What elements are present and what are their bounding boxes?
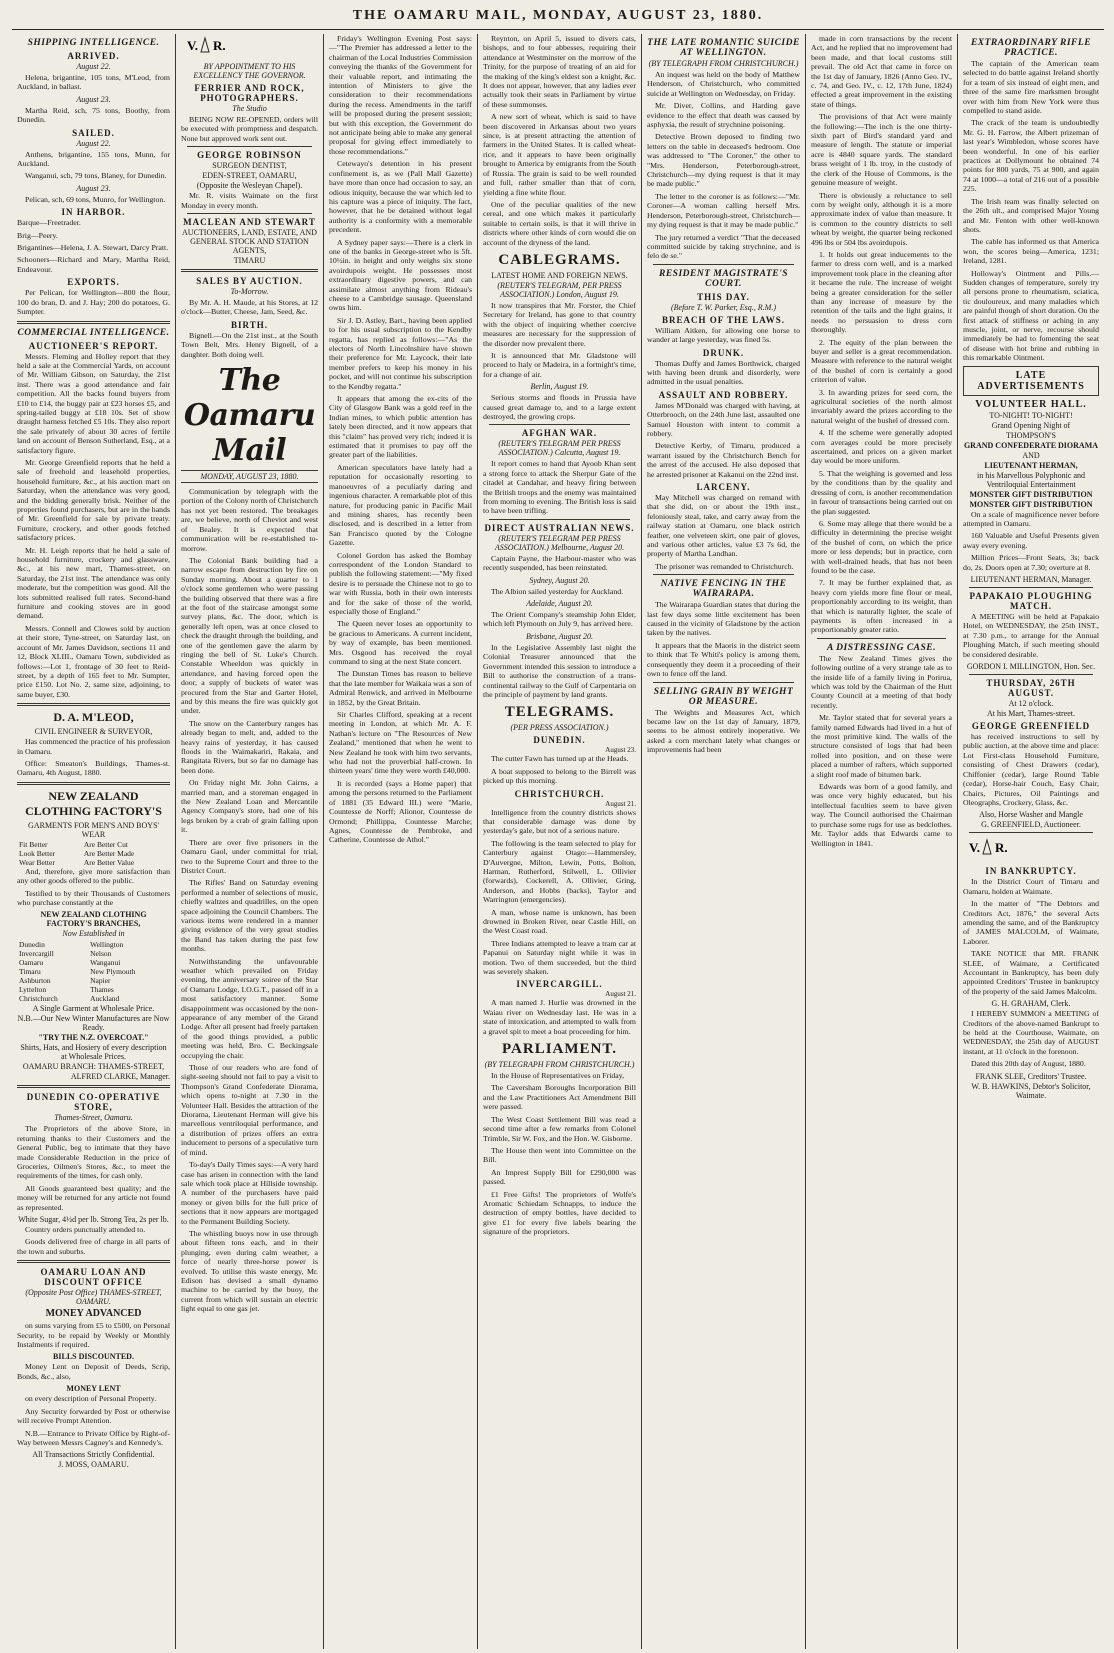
maclean-heading: MACLEAN AND STEWART xyxy=(183,217,316,228)
article-paragraph: It appears that the Maoris in the district seem to think that Te Whiti's policy is among them, consequently they deem it a proceeding of their own to fence off the land. xyxy=(647,640,800,679)
auctioneer-heading: AUCTIONEER'S REPORT. xyxy=(28,340,159,351)
ad-text: A MEETING will be held at Papakaio Hotel, on WEDNESDAY, the 25th INST., at 7.30 p.m., to arrange for the Annual Ploughing Match, if such meeting should be considered desirable. xyxy=(963,612,1099,659)
article-paragraph: It report comes to hand that Ayoob Khan sent a strong force to attack the Sherpur Gate of the citadel at Candahar, and heavy firing between the British troops and the enemy was maintained from morning to evening. The British loss is said to have been trifling. xyxy=(483,459,636,516)
article-paragraph: A man, whose name is unknown, has been drowned in Broken River, near Castle Hill, on the West Coast road. xyxy=(483,907,636,936)
harbor-item: Brig—Peery. xyxy=(17,230,58,240)
column-7 xyxy=(958,34,1104,1649)
court-case-heading: DRUNK. xyxy=(702,347,745,358)
ad-text: Grand Opening Night of xyxy=(991,420,1071,430)
ferrier-heading: FERRIER AND ROCK, PHOTOGRAPHERS. xyxy=(194,83,305,103)
harbor-item: Schooners—Richard and Mary, Martha Reid, Endeavour. xyxy=(17,255,170,274)
article-paragraph: A boat supposed to belong to the Birrell was picked up this morning. xyxy=(483,766,636,786)
ad-heading: LIEUTENANT HERMAN, xyxy=(984,460,1078,470)
dateline: Berlin, August 19. xyxy=(530,382,589,392)
article-paragraph: The following is the team selected to play for Canterbury against Otago:—Hammersley, D'Auvergne, Milton, Lewin, Potts, Bolton, Harman, Rutherford, Stilwell, L. Ollivier (forwards), Cockerell, A. Ollivier, Gring, Anderson, and Hobbs (backs), Taylor and Warrington (emergencies). xyxy=(483,838,636,905)
column-6 xyxy=(806,34,958,1649)
divider xyxy=(817,638,946,639)
sailed-item: Anthens, brigantine, 155 tons, Munn, for Auckland. xyxy=(17,149,170,169)
article-paragraph: Mr. George Greenfield reports that he held a sale of freehold and leasehold properties, household furniture, &c., at his auction mart on Saturday, when the attendance was very good, and the bidding generally brisk. Neither of the properties found purchasers, but are in the hands of Mr. Greenfield for sale by private treaty. Furniture, crockery, and other goods fetched satisfactory prices. xyxy=(17,457,170,543)
ad-signature: ALFRED CLARKE, Manager. xyxy=(70,1072,170,1082)
distressing-case-heading: A DISTRESSING CASE. xyxy=(826,642,937,653)
coop-heading: DUNEDIN CO-OPERATIVE STORE, xyxy=(26,1092,161,1113)
dateline: Brisbane, August 20. xyxy=(526,631,593,641)
rifle-heading: EXTRAORDINARY RIFLE PRACTICE. xyxy=(970,38,1092,58)
article-paragraph: A man named J. Hurlie was drowned in the Waiau river on Wednesday last. He was in a state of intoxication, and attempted to walk from a gravel spit to meet a boat proceeding for him. xyxy=(483,998,636,1036)
commercial-heading: COMMERCIAL INTELLIGENCE. xyxy=(17,327,170,338)
ad-heading: BILLS DISCOUNTED. xyxy=(53,1352,134,1362)
court-sub: THIS DAY. xyxy=(697,291,750,302)
article-paragraph: An inquest was held on the body of Matthew Henderson, of Christchurch, who committed suicide at Wellington on Wednesday, on Friday. xyxy=(647,70,800,98)
article-paragraph: One of the peculiar qualities of the new cereal, and one which makes it particularly suitable to certain soils, is that it will thrive in districts where other kinds of corn would die on account of the dryness of the land. xyxy=(483,199,636,247)
town-cell: Ashburton xyxy=(19,976,51,986)
article-paragraph: The prisoner was remanded to Christchurch. xyxy=(655,561,794,571)
dateline: Sydney, August 20. xyxy=(529,575,590,585)
ad-text: has received instructions to sell by public auction, at the above time and place: Lot First-class Household Furniture, consisting of Chest Drawers (cedar), Chiffonier (cedar), large Round Table (cedar), Horse-hair Couch, Easy Chair, Chairs, Pictures, Oil Paintings and Oleographs, Crockery, Glass, &c. xyxy=(963,732,1099,807)
ad-text: All Transactions Strictly Confidential. xyxy=(32,1450,155,1460)
article-paragraph: 5. That the weighing is governed and less by the conditions than by the quality and dressing of corn, is another recommendation in favour of transactions being carried out on the plan suggested. xyxy=(811,468,952,516)
ad-text: On a scale of magnificence never before attempted in Oamaru. xyxy=(963,509,1099,528)
ad-text: Mr. R. visits Waimate on the first Monday in every month. xyxy=(181,191,318,210)
divider xyxy=(187,213,312,214)
cablegrams-heading: CABLEGRAMS. xyxy=(498,251,621,268)
maclean-town: TIMARU xyxy=(233,256,266,266)
ad-text: Also, Horse Washer and Mangle xyxy=(979,810,1083,820)
ad-text: Testified to by their Thousands of Customers who purchase constantly at the xyxy=(17,888,170,907)
ad-text: TO-NIGHT! TO-NIGHT! xyxy=(989,410,1073,420)
ad-signature: LIEUTENANT HERMAN, Manager. xyxy=(970,575,1092,585)
sailed-item: Pelican, sch, 69 tons, Munro, for Wellington. xyxy=(25,194,166,204)
article-paragraph: The Irish team was finally selected on the 26th ult., and comprised Major Young and Mr. Fenton with other well-known shots. xyxy=(963,196,1099,234)
article-paragraph: Mr. Taylor stated that for several years a family named Edwards had lived in a hut of the most primitive kind. The walls of the structure consisted of logs that had been rolled into position, and on these were placed a number of rafters, which supported a slight roof made of bitumen bark. xyxy=(811,713,952,779)
suicide-heading: THE LATE ROMANTIC SUICIDE AT WELLINGTON. xyxy=(647,38,800,58)
suicide-agency: (BY TELEGRAPH FROM CHRISTCHURCH.) xyxy=(648,59,799,68)
column-3 xyxy=(324,34,478,1649)
christchurch-heading: CHRISTCHURCH. xyxy=(514,788,605,799)
article-paragraph: Three Indians attempted to leave a tram car at Papanui on Saturday night while it was in motion. Two of them succeeded, but the third was severely shaken. xyxy=(483,938,636,977)
sailed-date: August 23. xyxy=(76,183,111,193)
article-paragraph: Mr. H. Leigh reports that he held a sale of household furniture, crockery and glassware, &c., at his new mart, Thames-street, on Saturday, the 21st inst. The attendance was only moderate, but the competition was good. All the lots submitted realised full rates. Second-hand furniture and cooking stoves are in good demand. xyxy=(17,545,170,621)
masthead xyxy=(12,6,1104,30)
article-paragraph: James M'Donald was charged with having, at Otterbrooch, on the 24th June last, assaulted one Samuel Houston with intent to commit a robbery. xyxy=(647,400,800,438)
telegrams-heading: TELEGRAMS. xyxy=(504,704,615,721)
arrived-item: Martha Reid, sch, 75 tons, Boothy, from Dunedin. xyxy=(17,105,170,125)
exports-heading: EXPORTS. xyxy=(67,277,120,288)
article-paragraph: The jury returned a verdict "That the deceased committed suicide by taking strychnine, and is felo de se." xyxy=(647,232,800,261)
ad-heading: NEW ZEALAND CLOTHING FACTORY'S BRANCHES, xyxy=(40,910,147,929)
sailed-date: August 22. xyxy=(76,138,111,148)
town-cell: Napier xyxy=(90,976,111,986)
direct-agency: (REUTER'S TELEGRAM PER PRESS ASSOCIATION.) Melbourne, August 20. xyxy=(494,533,625,552)
ad-text: Money Lent on Deposit of Deeds, Scrip, Bonds, &c., also, xyxy=(17,1362,170,1381)
divider xyxy=(653,574,794,575)
article-paragraph: To-day's Daily Times says:—A very hard case has arisen in connection with the land sale which took place at Hillside township. A number of the purchasers have paid money or given bills for the full price of sections that it now appears are mortgaged to the Permanent Building Society. xyxy=(181,1160,318,1226)
ferrier-sub: The Studio xyxy=(232,104,267,113)
article-paragraph: The Queen never loses an opportunity to be gracious to Americans. A current incident, by way of example, has been mentioned. Mrs. Osgood has received the royal command to sing at the next State concert. xyxy=(329,619,472,666)
article-paragraph: The cutter Fawn has turned up at the Heads. xyxy=(491,754,629,764)
ad-text: Goods delivered free of charge in all parts of the town and suburbs. xyxy=(17,1237,170,1256)
article-paragraph: Thomas Duffy and James Borthwick, charged with having been drunk and disorderly, were admitted in the usual penalties. xyxy=(647,358,800,387)
ad-signature: J. MOSS, OAMARU. xyxy=(58,1460,129,1470)
exports-item: Per Pelican, for Wellington—800 the flour, 100 do bran, D. and J. Hay; 200 do potatoes, G. Sumpter. xyxy=(17,288,170,317)
article-paragraph: In the Legislative Assembly last night the Colonial Treasurer announced that the Government intended this session to introduce a Bill to authorise the construction of a trans-continental railway to the Gulf of Carpentaria on the principle of payment by land grants. xyxy=(483,642,636,699)
ad-text: TAKE NOTICE that MR. FRANK SLEE, of Waimate, a Certificated Accountant in Bankruptcy, has been duly appointed Creditors' Trustee in bankruptcy of the property of the said James Malcolm. xyxy=(963,949,1099,996)
sales-heading: SALES BY AUCTION. xyxy=(196,276,303,287)
article-paragraph: Detective Kerby, of Timaru, produced a warrant issued by the Christchurch Bench for the arrest of the accused. He also deposed that he arrested prisoner at Kakanui on the 22nd inst. xyxy=(647,441,800,479)
ad-text: EDEN-STREET, OAMARU, xyxy=(202,171,297,181)
article-paragraph: Notwithstanding the unfavourable weather which prevailed on Friday evening, the anniversary soiree of the Star of Oamaru Lodge, I.O.G.T., passed off in a most satisfactory manner. Some disappointment was occasioned by the non-appearance of any member of the Grand Lodge. After all present had freely partaken of the good things provided, a public meeting was held, Bro. C. Beckingsale occupying the chair. xyxy=(181,956,318,1060)
divider xyxy=(181,269,318,272)
town-cell: New Plymouth xyxy=(90,967,136,977)
article-paragraph: Captain Payne, the Harbour-master who was recently suspended, has been reinstated. xyxy=(483,553,636,573)
ploughing-heading: PAPAKAIO PLOUGHING MATCH. xyxy=(969,591,1093,612)
mleod-name: D. A. M'LEOD, xyxy=(53,710,134,725)
article-paragraph: There is obviously a reluctance to sell corn by weight only, although it is a more approximate index of value than measure. It is common to the country districts to sell wheat by weight, the quarter being reckoned 496 lbs or 504 lbs avoirdupois. xyxy=(811,190,952,247)
ad-text: Office: Smeaton's Buildings, Thames-st. Oamaru, 4th August, 1880. xyxy=(17,758,170,778)
ad-text: All Goods guaranteed best quality; and the money will be returned for any article not found as represented. xyxy=(17,1183,170,1212)
article-paragraph: 7. It may be further explained that, as heavy corn yields more fine flour or meal, proportionably according to its weight, than that which is naturally lighter, the scale of payments is often increased in a proportionably greater ratio. xyxy=(811,578,952,635)
coop-sub: Thames-Street, Oamaru. xyxy=(54,1113,133,1123)
direct-heading: DIRECT AUSTRALIAN NEWS. xyxy=(484,522,635,533)
ad-text: on every description of Personal Property. xyxy=(25,1394,157,1404)
ad-text: In the matter of "The Debtors and Creditors Act, 1876," the several Acts amending the same, and of the Bankruptcy of JAMES MALCOLM, of Waimate, Laborer. xyxy=(963,899,1099,946)
ad-sub: Now Established in xyxy=(62,929,125,939)
ad-signature: G. GREENFIELD, Auctioneer. xyxy=(981,820,1081,830)
svg-text:R.: R. xyxy=(995,840,1008,856)
column-1 xyxy=(12,34,176,1649)
ad-text: OAMARU BRANCH: THAMES-STREET, xyxy=(22,1062,165,1072)
town-cell: Timaru xyxy=(19,967,41,977)
court-case-heading: ASSAULT AND ROBBERY. xyxy=(658,389,789,400)
article-paragraph: The Colonial Bank building had a narrow escape from destruction by fire on Sunday morning. About a quarter to 1 o'clock some gentlemen who were passing the building observed that there was a fire at the foot of the staircase amongst some survey plans, &c. The door, which is generally left open, was at once closed to check the draught through the building, and one of the gentlemen gave the alarm by ringing the bell of St. Luke's Church. Constable Wheeldon was quickly in attendance, and having forced open the door, a supply of buckets of water was procured from the Star and Garter Hotel, and by this means the fire was quickly got under. xyxy=(181,555,318,716)
ad-text: 160 Valuable and Useful Presents given away every evening. xyxy=(963,531,1099,550)
article-paragraph: The Dunstan Times has reason to believe that the late member for Waikaia was a son of Admiral Renwick, and arrived in Melbourne in 1852, by the Great Britain. xyxy=(329,669,472,707)
article-paragraph: Serious storms and floods in Prussia have caused great damage to, and to a large extent destroyed, the growing crops. xyxy=(483,393,636,421)
ad-text: Dated this 20th day of August, 1880. xyxy=(971,1059,1086,1069)
town-cell: Nelson xyxy=(90,949,112,959)
divider xyxy=(17,321,170,324)
column-2 xyxy=(176,34,324,1649)
cablegrams-sub: LATEST HOME AND FOREIGN NEWS. xyxy=(491,270,628,280)
article-paragraph: The letter to the coroner is as follows:—"Mr. Coroner—A woman calling herself Mrs. Henderson, Peterborough-street, Christchurch—my dying request is that it may be made public." xyxy=(647,191,800,230)
ad-text: In the District Court of Timaru and Oamaru, holden at Waimate. xyxy=(963,877,1099,896)
dateline: August 21. xyxy=(605,799,636,808)
town-cell: Christchurch xyxy=(19,994,58,1004)
article-paragraph: On Friday night Mr. John Cairns, a married man, and a storeman engaged in the New Zealand Loan and Mercantile Agency Company's store, had one of his legs broken by a crab of grain falling upon it. xyxy=(181,778,318,835)
ad-signature: G. H. GRAHAM, Clerk. xyxy=(991,999,1071,1009)
article-paragraph: A new sort of wheat, which is said to have been discovered in Arkansas about two years since, is at present attracting the attention of farmers in the United States. It is called wheat-rice, and it appears to have been originally brought to America by emigrants from the South of Russia. The grain is said to be well rounded and full, rather smaller than that of corn, yielding a fine white flour. xyxy=(483,112,636,197)
court-heading: RESIDENT MAGISTRATE'S COURT. xyxy=(658,268,789,289)
table-cell: Fit Better xyxy=(19,839,48,849)
shipping-heading: SHIPPING INTELLIGENCE. xyxy=(27,38,160,48)
article-paragraph: 3. In awarding prizes for seed corn, the agricultural societies of the north almost invariably award the prizes according to the natural weight of the bushel of dressed corn. xyxy=(811,387,952,425)
nz-towns-table xyxy=(17,940,170,1003)
arrived-date: August 22. xyxy=(76,62,111,71)
masthead-title: THE OAMARU MAIL, MONDAY, AUGUST 23, 1880. xyxy=(352,8,764,23)
divider xyxy=(17,1085,170,1088)
birth-heading: BIRTH. xyxy=(231,319,268,330)
ad-text: BEING NOW RE-OPENED, orders will be executed with promptness and despatch. None but approved work sent out. xyxy=(181,115,318,143)
nz-clothing-table xyxy=(17,840,170,867)
court-case-heading: BREACH OF THE LAWS. xyxy=(661,314,786,325)
table-cell: Look Better xyxy=(19,848,56,858)
divider xyxy=(489,424,630,425)
divider xyxy=(969,674,1093,675)
court-case-heading: LARCENY. xyxy=(696,482,751,492)
court-before: (Before T. W. Parker, Esq., R.M.) xyxy=(670,302,777,312)
divider xyxy=(653,264,794,265)
native-fencing-heading: NATIVE FENCING IN THE WAIRARAPA. xyxy=(660,579,787,600)
ad-heading: MONEY LENT xyxy=(66,1384,121,1394)
article-paragraph: Friday's Wellington Evening Post says:—"The Premier has addressed a letter to the chairman of the Local Industries Commission conveying the thanks of the Government for their valuable report, and intimating the intention of Ministers to give the consideration to their recommendations during the recess. Amendments in the tariff will be proposed during the present session; but with this exception, the Government do not anticipate being able to make any general proposal for giving effect immediately to those recommendations." xyxy=(329,34,472,156)
telegrams-agency: (PER PRESS ASSOCIATION.) xyxy=(510,723,609,733)
ad-text: (Opposite the Wesleyan Chapel). xyxy=(196,181,303,191)
ad-text: N.B.—Our New Winter Manufactures are Now Ready. xyxy=(17,1014,170,1033)
article-paragraph: The captain of the American team selected to do battle against Ireland shortly for a team of six instead of eight men, and three of the same fire marksmen brought over with him from New York were thus compelled to stand aside. xyxy=(963,59,1099,116)
arrived-heading: ARRIVED. xyxy=(67,51,120,61)
article-paragraph: Sir J. D. Astley, Bart., having been applied to for his usual subscription to the Kendby regatta, has replied as follows:—"As the electors of North Lincolnshire have shown their preference for Mr. Laycock, their late member prefers to keep his money in his pocket, and will not continue his subscription to the Kendby regatta." xyxy=(329,315,472,391)
loan-big: MONEY ADVANCED xyxy=(45,1308,142,1320)
cablegrams-agency: (REUTER'S TELEGRAM, PER PRESS ASSOCIATION.) London, August 19. xyxy=(497,280,622,299)
ad-text: THOMPSON'S xyxy=(1006,430,1056,440)
article-paragraph: The Orient Company's steamship John Elder, which left Plymouth on July 9, has arrived here. xyxy=(483,610,636,629)
ad-text: Has commenced the practice of his profession in Oamaru. xyxy=(17,737,170,756)
article-paragraph: The Albion sailed yesterday for Auckland. xyxy=(491,586,624,596)
robinson-sub: SURGEON DENTIST, xyxy=(212,161,287,171)
svg-text:V.: V. xyxy=(187,38,198,53)
harbor-heading: IN HARBOR. xyxy=(61,207,126,218)
article-paragraph: It is announced that Mr. Gladstone will proceed to Italy or Madeira, in a fortnight's time, for a change of air. xyxy=(483,350,636,379)
ad-text: The Proprietors of the above Store, in returning thanks to their Customers and the General Public, beg to intimate that they have made Considerable Reduction in the price of Groceries, Oilmen's Stores, &c., to meet the requirements of the times, for cash only. xyxy=(17,1124,170,1181)
article-paragraph: Mr. Diver, Collins, and Harding gave evidence to the effect that death was caused by asphyxia, the result of strychnine poisoning. xyxy=(647,101,800,130)
article-paragraph: Colonel Gordon has asked the Bombay correspondent of the London Standard to publish the following statement:—"My fixed desire is to persuade the Chinese not to go to war with Russia, both in their own interests and for the sake of those of the world, especially those of England." xyxy=(329,550,472,616)
article-paragraph: Reynton, on April 5, issued to divers cats, bishops, and to four abbesses, requiring their attendance at Westminster on the morrow of the Trinity, for the purpose of treating of an aid for the making of the king's eldest son a knight, &c. It does not appear, however, that any ladies ever actually took their seats in Parliament by virtue of these summonses. xyxy=(483,34,636,109)
article-paragraph: The Caversham Boroughs Incorporation Bill and the Law Practitioners Act Amendment Bill were passed. xyxy=(483,1083,636,1112)
ad-signature: W. B. HAWKINS, Debtor's Solicitor, Waimate. xyxy=(971,1081,1091,1100)
ad-text: on sums varying from £5 to £500, on Personal Security, to be repaid by Weekly or Monthly Instalments if required. xyxy=(17,1321,170,1350)
newspaper-title: The Oamaru Mail xyxy=(183,363,316,469)
article-paragraph: The Rifles' Band on Saturday evening performed a number of selections of music, chiefly waltzes and quadrilles, on the open space adjoining the Council Chambers. The various items were rendered in a manner giving evidence of the very great studies the Band has taken during the past few months. xyxy=(181,878,318,954)
article-paragraph: The crack of the team is undoubtedly Mr. G. H. Farrow, the Albert prizeman of last year's Wimbledon, whose scores have been wonderful. In one of his earlier practices at Dollymount he obtained 74 points for 800 yards, 75 at 900, and again 74 at 1000—a total of 216 out of a possible 225. xyxy=(963,118,1099,194)
ad-text: At his Mart, Thames-street. xyxy=(986,709,1076,719)
svg-text:R.: R. xyxy=(213,38,226,53)
article-paragraph: Cetewayo's detention in his present confinement is, as we (Pall Mall Gazette) have more than once had occasion to say, an odious iniquity, because the war which led to his capture was a piece of iniquity. The fact, however, that he be detained without legal authority is a conformity with a memorable precedent. xyxy=(329,159,472,235)
ad-signature: FRANK SLEE, Creditors' Trustee. xyxy=(975,1071,1087,1081)
divider xyxy=(17,703,170,706)
bankruptcy-heading: IN BANKRUPTCY. xyxy=(985,866,1077,877)
ad-text: White Sugar, 4½d per lb. Strong Tea, 2s per lb. xyxy=(18,1215,169,1225)
selling-grain-heading: SELLING GRAIN BY WEIGHT OR MEASURE. xyxy=(653,686,794,707)
town-cell: Wellington xyxy=(90,940,124,950)
article-paragraph: 1. It holds out great inducements to the farmer to dress corn well, and is a marked improvement took place in the cleaning after it became the rule. The increase of weight being a greater consideration for the seller than any increase of measure by the retention of the tails and the light grains, it needs no persuasion to dress corn thoroughly. xyxy=(811,249,952,335)
town-cell: Wanganui xyxy=(90,958,121,968)
sailed-item: Wanganui, sch, 79 tons, Blaney, for Dunedin. xyxy=(25,171,167,181)
afghan-heading: AFGHAN WAR. xyxy=(521,428,598,439)
volunteer-hall-heading: VOLUNTEER HALL. xyxy=(975,398,1087,410)
article-paragraph: The New Zealand Times gives the following outline of a very strange tale as to the inside life of a family living in Porirua, which was told by the Chairman of the Hutt County Council at a meeting of that body recently. xyxy=(811,653,952,710)
article-paragraph: It is recorded (says a Home paper) that among the persons returned to the Parliament of 1881 (35 Edward III.) were "Marie, Countesse de Norff; Alionor, Countesse de Ormond; Phillippa, Countesse Marche; Agnes, Countesse de Pembroke, and Catherine, Countesse de Athol." xyxy=(329,778,472,845)
sailed-heading: SAILED. xyxy=(72,127,115,138)
sales-text: By Mr. A. H. Maude, at his Stores, at 12 o'clock—Butter, Cheese, Jam, Seed, &c. xyxy=(181,298,318,317)
late-ads-banner xyxy=(963,366,1099,396)
invercargill-heading: INVERCARGILL. xyxy=(516,979,603,990)
article-paragraph: The cable has informed us that America won, the scores being—America, 1231; Ireland, 1281. xyxy=(963,237,1099,266)
table-cell: Are Better Made xyxy=(83,848,135,858)
article-paragraph: There are over five prisoners in the Oamaru Gaol, under committal for trial, two to the Supreme Court and three to the District Court. xyxy=(181,837,318,875)
harbor-item: Barque—Freetrader. xyxy=(17,218,81,228)
article-paragraph: Those of our readers who are fond of sight-seeing should not fail to pay a visit to Thompson's Grand Confederate Diorama, which opens to-night at 7.30 in the Volunteer Hall. Besides the attraction of the Diorama, Lieutenant Herman will give his marvellous ventriloquial performance, and a distribution of prizes offers an extra inducement to persons of a speculative turn of mind. xyxy=(181,1063,318,1157)
article-paragraph: It now transpires that Mr. Forster, the Chief Secretary for Ireland, has gone to that country with the object of inquiring whether coercive measures are necessary for the suppression of the disorder now prevalent there. xyxy=(483,300,636,348)
divider xyxy=(969,587,1093,588)
robinson-heading: GEORGE ROBINSON xyxy=(197,150,302,161)
dunedin-heading: DUNEDIN. xyxy=(533,735,586,746)
dateline: August 21. xyxy=(605,990,636,999)
article-paragraph: An Imprest Supply Bill for £290,000 was passed. xyxy=(483,1167,636,1187)
late-ads-heading: LATE ADVERTISEMENTS xyxy=(977,369,1085,392)
article-paragraph: Detective Brown deposed to finding two letters on the table in deceased's bedroom. One was addressed to "The Coroner," the other to "Mrs. Henderson, Peterborough-street, Christchurch—my dying request is that it may be made public." xyxy=(647,132,800,189)
ad-text: AND xyxy=(1022,450,1040,460)
mleod-title: CIVIL ENGINEER & SURVEYOR, xyxy=(34,727,153,737)
royal-crest-icon xyxy=(181,34,229,56)
ad-text: A Single Garment at Wholesale Price. xyxy=(32,1004,155,1014)
divider xyxy=(17,782,170,785)
article-paragraph: Messrs. Connell and Clowes sold by auction at their store, Tyne-street, on Saturday last, on account of Mr. James Davidson, sections 11 and 12, Block XLIII., Oamaru Town, subdivided as follows:—Lot 1, frontage of 30 feet to Reid-street, by a depth of 165 feet to Mr. Sumpter, price £150. Lot No. 2, same size, adjoining, to same buyer, £30. xyxy=(17,623,170,699)
svg-text:V.: V. xyxy=(969,840,980,856)
town-cell: Auckland xyxy=(90,994,120,1004)
table-cell: Are Better Value xyxy=(83,857,135,867)
divider xyxy=(187,146,312,147)
harbor-item: Brigantines—Helena, J. A. Stewart, Darcy Pratt. xyxy=(17,243,169,253)
article-paragraph: A Sydney paper says:—There is a clerk in one of the banks in George-street who is 5ft. 10½in. in height and only weighs six stone avoirdupois weight. He possesses most extraordinary digestive powers, and can assimilate almost anything from Rideau's cheese to a Cambridge sausage. Queensland owns him. xyxy=(329,237,472,313)
ad-slogan: "TRY THE N.Z. OVERCOAT." xyxy=(38,1033,149,1043)
ad-text: And, therefore, give more satisfaction than any other goods offered to the public. xyxy=(17,866,170,886)
royal-crest-icon xyxy=(963,836,1011,858)
ad-text: Million Prices—Front Seats, 3s; back do, 2s. Doors open at 7.30; overture at 8. xyxy=(963,553,1099,572)
article-paragraph: 4. If the scheme were generally adopted corn averages could be more precisely ascertained, and prices on a given market day would be more uniform. xyxy=(811,428,952,466)
nz-clothing-sub: GARMENTS FOR MEN'S AND BOYS' WEAR xyxy=(28,820,159,839)
article-paragraph: 6. Some may allege that there would be a difficulty in determining the precise weight of the bushel of corn, on which the price more or less depends; but in practice, corn with well-drained heads, that has not been found to be the case. xyxy=(811,518,952,575)
dateline: August 23. xyxy=(605,746,636,755)
arrived-item: Helena, brigantine, 105 tons, M'Leod, from Auckland, in ballast. xyxy=(17,73,170,92)
parliament-agency: (BY TELEGRAPH FROM CHRISTCHURCH.) xyxy=(484,1060,635,1070)
article-paragraph: The West Coast Settlement Bill was read a second time after a few remarks from Colonel Trimble, Sir W. Fox, and the Hon. W. Gisborne. xyxy=(483,1114,636,1143)
dateline: Adelaide, August 20. xyxy=(526,599,593,609)
town-cell: Thames xyxy=(90,985,114,995)
parliament-heading: PARLIAMENT. xyxy=(501,1041,618,1058)
sales-sub: To-Morrow. xyxy=(230,287,269,297)
article-paragraph: Sir Charles Clifford, speaking at a recent meeting in London, at which Mr. A. F. Nathan's lecture on "The Resources of New Zealand," mentioned that when he went to New Zealand he took with him two servants, who had not the proverbial half-crown. In thirteen years' time they were worth £40,000. xyxy=(329,710,472,776)
town-cell: Dunedin xyxy=(19,940,45,950)
article-paragraph: It appears that among the ex-cits of the City of Glasgow Bank was a gold reef in the Indian mines, to which public attention has lately been directed, and it now appears that this "claim" has proved very rich; indeed it is estimated that it promises to pay off the greater part of the liabilities. xyxy=(329,394,472,460)
town-cell: Invercargill xyxy=(19,949,54,959)
article-paragraph: The House then went into Committee on the Bill. xyxy=(483,1145,636,1165)
column-5 xyxy=(642,34,806,1649)
table-cell: Are Better Cut xyxy=(83,839,129,849)
article-paragraph: The whistling buoys now in use through about fifteen tons each, and in their plunging, even during calm weather, a force of nearly three-horse power is evolved. To utilise this waste energy, Mr. Edison has devised a small dynamo machine to be carried by the buoy, the current from which will sustain an electric light equal to one gas jet. xyxy=(181,1228,318,1314)
maclean-sub: AUCTIONEERS, LAND, ESTATE, AND GENERAL STOCK AND STATION AGENTS, xyxy=(182,228,317,256)
article-paragraph: Edwards was born of a good family, and was once very highly educated, but his intellectual faculties seem to have given way. The Council authorised the Chairman to purchase some rugs for use as bedclothes. Mr. Taylor adds that Edwards came to Wellington in 1841. xyxy=(811,782,952,848)
article-paragraph: William Aitken, for allowing one horse to wander at large yesterday, was fined 5s. xyxy=(647,325,800,345)
thursday-heading: THURSDAY, 26TH AUGUST. xyxy=(986,678,1076,699)
columns xyxy=(12,34,1104,1649)
ad-text: in his Marvellous Polyphonic and Ventriloquial Entertainment xyxy=(977,470,1085,489)
ad-heading: MONSTER GIFT DISTRIBUTION xyxy=(969,499,1093,509)
ad-text: I HEREBY SUMMON a MEETING of Creditors of the above-named Bankrupt to be held at the Courthouse, Waimate, on WEDNESDAY, the 25th day of AUGUST instant, at 11 o'clock in the forenoon. xyxy=(963,1009,1099,1056)
article-paragraph: The Wairarapa Guardian states that during the last few days some little excitement has been caused in the vicinity of Gladstone by the action taken by the natives. xyxy=(647,600,800,638)
birth-text: Bignell.—On the 21st inst., at the South Town Belt, Mrs. Henry Bignell, of a daughter. Both doing well. xyxy=(181,330,318,359)
town-cell: Oamaru xyxy=(19,958,44,968)
loan-sub: (Opposite Post Office) THAMES-STREET, OAMARU. xyxy=(25,1288,162,1307)
article-paragraph: May Mitchell was charged on remand with that she did, on or about the 19th inst., feloniously steal, take, and carry away from the railway station at Oamaru, one black ostrich feather, one velveteen skirt, one pair of gloves, and various other articles, value £3 7s 6d, the property of Martha Landhan. xyxy=(647,493,800,559)
ad-text: Country orders punctually attended to. xyxy=(25,1225,146,1235)
ad-signature: GORDON I. MILLINGTON, Hon. Sec. xyxy=(966,662,1096,672)
table-cell: Wear Better xyxy=(19,857,55,867)
ad-text: £1 Free Gifts! The proprietors of Wolfe's Aromatic Schiedam Schnapps, to induce the destruction of empty bottles, have decided to give £1 for every five labels bearing the signature of the proprietors. xyxy=(483,1189,636,1237)
newspaper-date: MONDAY, AUGUST 23, 1880. xyxy=(181,470,318,483)
divider xyxy=(969,832,1093,833)
article-paragraph: Holloway's Ointment and Pills.—Sudden changes of temperature, sorely try all persons prone to rheumatism, sciatica, tic douloureux, and many maladies which are painful though of short duration. On the first attack of stiffness or aching in any muscle, joint, or nerve, recourse should immediately be had to fomenting the seat of disease with hot brine and rubbing in this remarkable Ointment. xyxy=(963,268,1099,363)
ad-text: Shirts, Hats, and Hosiery of every description at Wholesale Prices. xyxy=(20,1043,167,1062)
nz-clothing-heading: NEW ZEALAND CLOTHING FACTORY'S xyxy=(25,788,162,818)
article-paragraph: The provisions of that Act were mainly the following:—The inch is the one thirty-sixth part of Bird's standard yard and measure of length. The statute or imperial acre is 4840 square yards. The standard brass weight of 1 lb. troy, in the custody of the clerk of the House of Commons, is the genuine measure of weight. xyxy=(811,112,952,188)
article-paragraph: The snow on the Canterbury ranges has already began to melt, and, added to the heavy rains of yesterday, it has caused floods in the Waimakariri, Rakaia, and Rangitata Rivers, but so far no damage has been done. xyxy=(181,718,318,775)
ad-text: At 12 o'clock. xyxy=(1008,699,1054,709)
article-paragraph: The Weights and Measures Act, which became law on the 1st day of January, 1879, seems to be almost entirely inoperative. We asked a corn merchant lately what changes or improvements had been xyxy=(647,707,800,755)
loan-heading: OAMARU LOAN AND DISCOUNT OFFICE xyxy=(40,1267,147,1288)
ad-text: Any Security forwarded by Post or otherwise will receive Prompt Attention. xyxy=(17,1406,170,1426)
ad-heading: GRAND CONFEDERATE DIORAMA xyxy=(963,440,1099,450)
article-paragraph: Intelligence from the country districts shows that considerable damage was done by yesterday's gale, but not of a serious nature. xyxy=(483,807,636,836)
divider xyxy=(653,682,794,683)
article-paragraph: In the House of Representatives on Friday, xyxy=(491,1071,625,1081)
article-paragraph: made in corn transactions by the recent Act, and he replied that no improvement had been made, and that local customs still prevail. The old Act that came in force on the 1st day of January, 1826 (Anno Geo. IV., c. 74, and Geo. IV., c. 12, 17th June, 1824) effected a great improvement in the existing state of things. xyxy=(811,34,952,109)
article-paragraph: 2. The equity of the plan between the buyer and seller is a great recommendation. Measure with reference to the natural weight of the bushel of corn is certainly a good criterion of value. xyxy=(811,337,952,385)
divider xyxy=(17,1260,170,1263)
divider xyxy=(489,519,630,520)
greenfield-heading: GEORGE GREENFIELD xyxy=(971,721,1091,732)
ad-text: N.B.—Entrance to Private Office by Right-of-Way between Messrs Cagney's and Kennedy's. xyxy=(17,1428,170,1447)
article-paragraph: Communication by telegraph with the portion of the Colony north of Christchurch has not yet been restored. The breakages are, we believe, north of Cheviot and west of Bealey. It is expected that communication will be re-established to-morrow. xyxy=(181,487,318,553)
afghan-agency: (REUTER'S TELEGRAM PER PRESS ASSOCIATION.) Calcutta, August 19. xyxy=(498,439,621,458)
ad-heading: MONSTER GIFT DISTRIBUTION xyxy=(969,489,1093,499)
article-paragraph: American speculators have lately had a reputation for occasionally resorting to manoeuvres of a peculiarly daring and ingenious character. A remarkable plot of this nature, for producing panic in Pacific Mail and mining shares, has recently been disclosed, and is described in a letter from San Francisco quoted by the Cologne Gazette. xyxy=(329,462,472,548)
arrived-date: August 23. xyxy=(76,94,111,104)
town-cell: Lyttelton xyxy=(19,985,47,995)
column-4 xyxy=(478,34,642,1649)
appointment-text: BY APPOINTMENT TO HIS EXCELLENCY THE GOVERNOR. xyxy=(193,62,306,80)
article-paragraph: Messrs. Fleming and Holley report that they held a sale at the Commercial Yards, on account of Mr. William Gibson, on Saturday, the 21st inst. There was a good attendance and fair competition. All the backs found buyers from £10 to £14, the buggy pair at £23 horses £5, and spring-tailed buggy at £18 10s. Set of show draught harness fetched £5 10s. They also report the sale privately of about 30 acres of fertile land on account of Benson Sutherland, Esq., at a satisfactory figure. xyxy=(17,351,170,455)
